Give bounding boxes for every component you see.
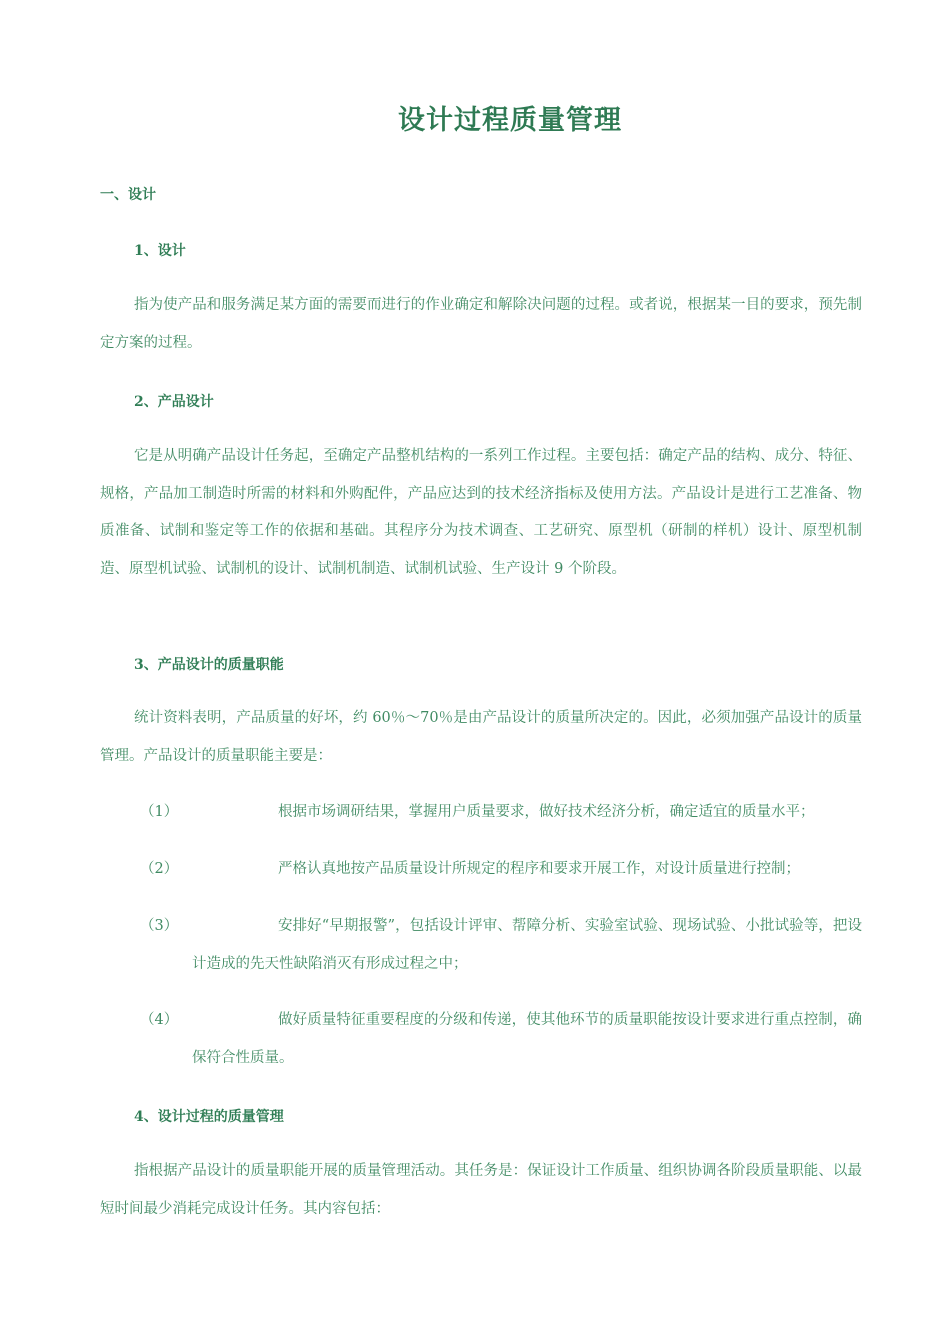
subheading-product-design: 2、产品设计 xyxy=(134,394,214,410)
list-item-number: （2） xyxy=(140,861,179,877)
paragraph-design-definition: 指为使产品和服务满足某方面的需要而进行的作业确定和解除决问题的过程。或者说，根据某一目的要求，预先制定方案的过程。 xyxy=(100,297,862,351)
subheading-design: 1、设计 xyxy=(134,243,186,259)
list-item-number: （1） xyxy=(140,804,179,820)
paragraph-quality-function: 统计资料表明，产品质量的好坏，约 60％～70％是由产品设计的质量所决定的。因此，必须加强产品设计的质量管理。产品设计的质量职能主要是： xyxy=(100,710,862,764)
paragraph-product-design: 它是从明确产品设计任务起，至确定产品整机结构的一系列工作过程。主要包括：确定产品的结构、成分、特征、规格，产品加工制造时所需的材料和外购配件，产品应达到的技术经济指标及使用方法。产品设计是进行工艺准备、物质准备、试制和鉴定等工作的依据和基础。其程序分为技术调查、工艺研究、原型机（研制的样机）设计、原型机制造、原型机试验、试制机的设计、试制机制造、试制机试验、生产设计 9 个阶段。 xyxy=(100,448,862,577)
list-item xyxy=(100,1002,862,1077)
list-item-text: 严格认真地按产品质量设计所规定的程序和要求开展工作，对设计质量进行控制； xyxy=(278,861,800,877)
list-item-text: 根据市场调研结果，掌握用户质量要求，做好技术经济分析，确定适宜的质量水平； xyxy=(278,804,815,820)
list-item xyxy=(100,908,862,983)
document-title: 设计过程质量管理 xyxy=(398,105,622,136)
list-item xyxy=(100,851,862,889)
paragraph-process-quality: 指根据产品设计的质量职能开展的质量管理活动。其任务是：保证设计工作质量、组织协调各阶段质量职能、以最短时间最少消耗完成设计任务。其内容包括： xyxy=(100,1163,862,1217)
list-item-text: 做好质量特征重要程度的分级和传递，使其他环节的质量职能按设计要求进行重点控制，确保符合性质量。 xyxy=(192,1012,862,1066)
list-item-number: （3） xyxy=(140,918,179,934)
list-item-text: 安排好“早期报警”，包括设计评审、帮障分析、实验室试验、现场试验、小批试验等，把设计造成的先天性缺陷消灭有形成过程之中； xyxy=(192,918,862,972)
list-item xyxy=(100,794,862,832)
list-item-number: （4） xyxy=(140,1012,179,1028)
section-heading-design: 一、设计 xyxy=(100,187,156,203)
subheading-process-quality: 4、设计过程的质量管理 xyxy=(134,1109,284,1125)
subheading-quality-function: 3、产品设计的质量职能 xyxy=(134,657,284,673)
